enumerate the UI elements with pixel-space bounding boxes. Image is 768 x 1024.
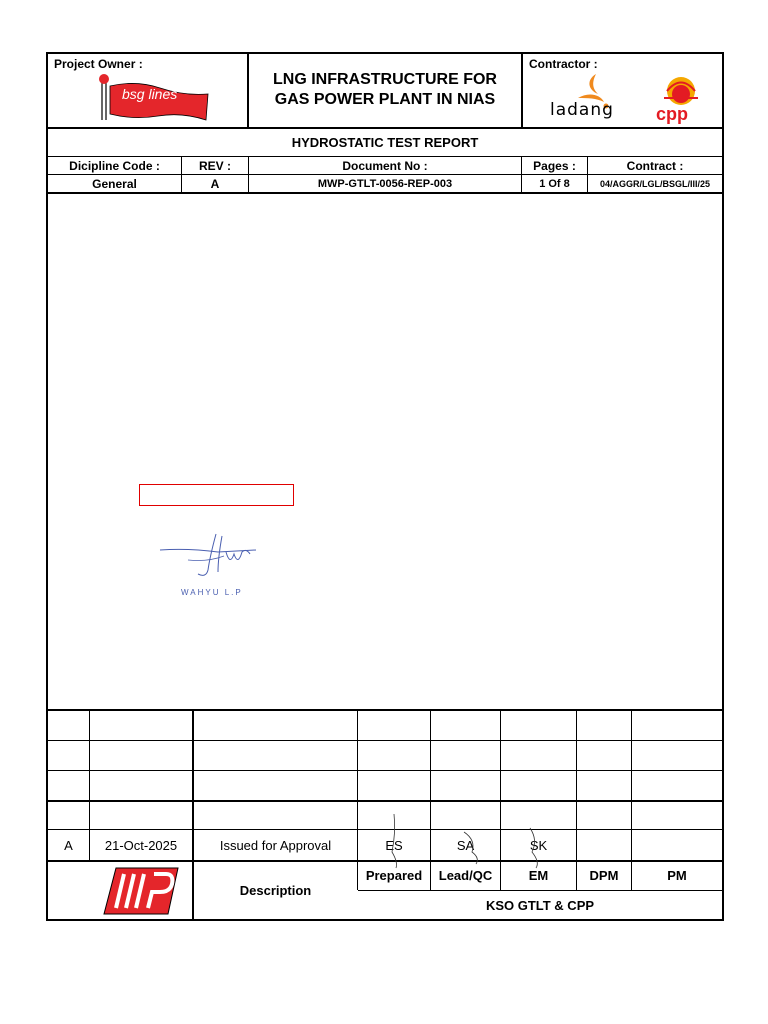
company-name: KSO GTLT & CPP <box>485 897 595 913</box>
description-header: Description <box>239 882 312 898</box>
prepared-header: Prepared <box>365 868 423 883</box>
contract-value: 04/AGGR/LGL/BSGL/III/25 <box>599 178 711 189</box>
document-no-value: MWP-GTLT-0056-REP-003 <box>317 177 453 190</box>
em-header: EM <box>528 868 549 883</box>
pages-value: 1 Of 8 <box>539 177 570 190</box>
signature <box>158 530 258 582</box>
project-title-line2: GAS POWER PLANT IN NIAS <box>274 91 496 108</box>
footer-logo-text <box>100 866 101 867</box>
lead-qc-header: Lead/QC <box>438 868 493 883</box>
header-divider-right <box>521 52 523 128</box>
footer-logo <box>100 866 182 916</box>
pm-header: PM <box>667 868 687 883</box>
rev-row-rev: A <box>64 837 73 853</box>
cpp-logo-text: cpp <box>656 104 689 124</box>
project-title <box>249 70 521 110</box>
contract-header: Contract : <box>626 158 684 173</box>
rev-row-line-1 <box>46 740 724 741</box>
dpm-header: DPM <box>589 868 619 883</box>
highlight-box <box>139 484 294 506</box>
discipline-code-value: General <box>92 176 137 191</box>
rev-row-description: Issued for Approval <box>219 837 332 853</box>
bsg-lines-logo <box>96 72 212 124</box>
contractor-label: Contractor : <box>529 57 598 71</box>
project-title-line1: LNG INFRASTRUCTURE FOR <box>273 71 497 88</box>
bsg-logo-text: bsg lines <box>122 86 178 102</box>
ladang-logo <box>548 72 628 124</box>
signature-name: WAHYU L.P <box>181 588 243 597</box>
rev-header: REV : <box>198 158 231 173</box>
rev-row-line-2 <box>46 770 724 771</box>
rev-table-top-line <box>46 709 724 711</box>
rev-row-lead-qc: SA <box>456 837 475 853</box>
ladang-logo-text: ladang <box>550 100 614 120</box>
rev-row-em: SK <box>529 837 548 853</box>
rev-value: A <box>210 176 220 191</box>
discipline-code-header: Dicipline Code : <box>69 158 160 173</box>
info-bottom-line <box>46 192 724 194</box>
document-no-header: Document No : <box>342 158 428 173</box>
pages-header: Pages : <box>533 158 576 173</box>
project-owner-label: Project Owner : <box>54 57 143 71</box>
rev-row-line-3 <box>46 800 724 802</box>
report-title: HYDROSTATIC TEST REPORT <box>291 134 479 150</box>
rev-row-date: 21-Oct-2025 <box>104 837 178 853</box>
rev-row-prepared: ES <box>385 837 403 853</box>
cpp-logo <box>652 74 712 124</box>
